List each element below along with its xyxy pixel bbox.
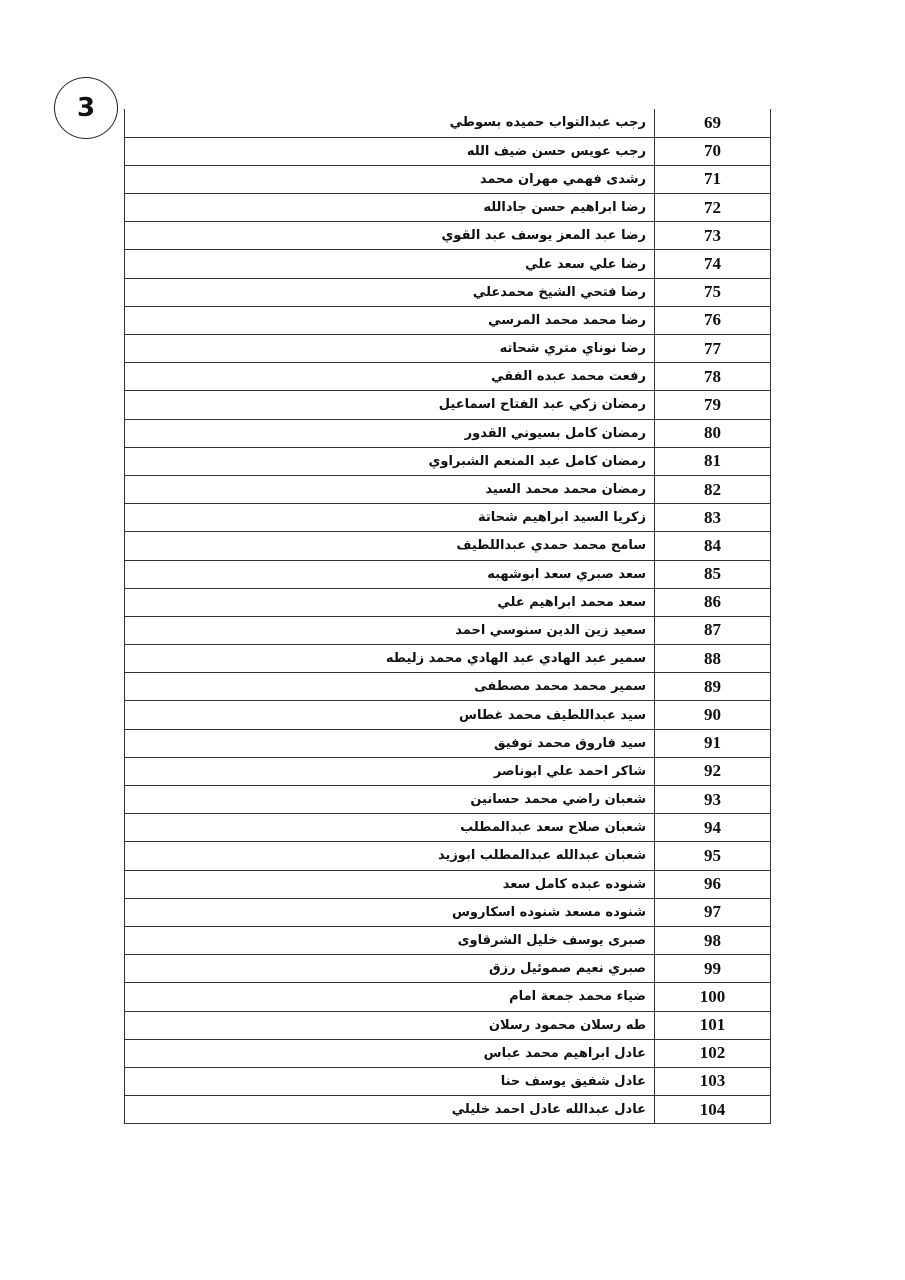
number-cell: 77 <box>655 335 771 363</box>
number-cell: 80 <box>655 419 771 447</box>
number-cell: 98 <box>655 926 771 954</box>
number-cell: 76 <box>655 306 771 334</box>
table-row <box>125 1096 771 1124</box>
table-row <box>125 588 771 616</box>
number-cell: 100 <box>655 983 771 1011</box>
number-cell: 79 <box>655 391 771 419</box>
table-row <box>125 419 771 447</box>
table-row <box>125 306 771 334</box>
name-cell: عادل شفيق يوسف حنا <box>125 1067 655 1095</box>
number-cell: 93 <box>655 786 771 814</box>
table-row <box>125 616 771 644</box>
number-cell: 86 <box>655 588 771 616</box>
number-cell: 74 <box>655 250 771 278</box>
name-cell: عادل عبدالله عادل احمد خليلي <box>125 1096 655 1124</box>
number-cell: 83 <box>655 504 771 532</box>
table-row <box>125 278 771 306</box>
name-cell: رمضان زكي عبد الفتاح اسماعيل <box>125 391 655 419</box>
table-row <box>125 194 771 222</box>
number-cell: 70 <box>655 137 771 165</box>
number-cell: 101 <box>655 1011 771 1039</box>
name-cell: رفعت محمد عبده الفقي <box>125 363 655 391</box>
table-row <box>125 983 771 1011</box>
names-table <box>124 109 771 1124</box>
table-row <box>125 447 771 475</box>
table-row <box>125 504 771 532</box>
table-row <box>125 165 771 193</box>
table-row <box>125 673 771 701</box>
number-cell: 81 <box>655 447 771 475</box>
table-row <box>125 560 771 588</box>
table-row <box>125 757 771 785</box>
name-cell: سامح محمد حمدي عبداللطيف <box>125 532 655 560</box>
number-cell: 91 <box>655 729 771 757</box>
number-cell: 95 <box>655 842 771 870</box>
name-cell: رضا محمد محمد المرسي <box>125 306 655 334</box>
name-cell: شنوده عبده كامل سعد <box>125 870 655 898</box>
table-row <box>125 870 771 898</box>
name-cell: رمضان محمد محمد السيد <box>125 475 655 503</box>
table-row <box>125 814 771 842</box>
table-row <box>125 391 771 419</box>
table-row <box>125 955 771 983</box>
name-cell: صبري نعيم صموئيل رزق <box>125 955 655 983</box>
number-cell: 94 <box>655 814 771 842</box>
number-cell: 102 <box>655 1039 771 1067</box>
number-cell: 97 <box>655 898 771 926</box>
name-cell: رجب عبدالتواب حميده بسوطي <box>125 109 655 137</box>
table-row <box>125 898 771 926</box>
name-cell: رضا ابراهيم حسن جادالله <box>125 194 655 222</box>
number-cell: 73 <box>655 222 771 250</box>
name-cell: شعبان عبدالله عبدالمطلب ابوزيد <box>125 842 655 870</box>
number-cell: 96 <box>655 870 771 898</box>
table-row <box>125 532 771 560</box>
name-cell: عادل ابراهيم محمد عباس <box>125 1039 655 1067</box>
number-cell: 88 <box>655 645 771 673</box>
table-row <box>125 137 771 165</box>
name-cell: سعد محمد ابراهيم علي <box>125 588 655 616</box>
table-row <box>125 926 771 954</box>
number-cell: 78 <box>655 363 771 391</box>
name-cell: شاكر احمد علي ابوناصر <box>125 757 655 785</box>
name-cell: سيد فاروق محمد توفيق <box>125 729 655 757</box>
number-cell: 69 <box>655 109 771 137</box>
name-cell: رشدى فهمي مهران محمد <box>125 165 655 193</box>
name-cell: سمير محمد محمد مصطفى <box>125 673 655 701</box>
number-cell: 89 <box>655 673 771 701</box>
name-cell: رجب عويس حسن ضيف الله <box>125 137 655 165</box>
number-cell: 103 <box>655 1067 771 1095</box>
table-row <box>125 729 771 757</box>
name-cell: رمضان كامل عبد المنعم الشبراوي <box>125 447 655 475</box>
number-cell: 75 <box>655 278 771 306</box>
number-cell: 71 <box>655 165 771 193</box>
number-cell: 87 <box>655 616 771 644</box>
name-cell: سمير عبد الهادي عبد الهادي محمد زليطه <box>125 645 655 673</box>
table-row <box>125 645 771 673</box>
table-row <box>125 335 771 363</box>
name-cell: شنوده مسعد شنوده اسكاروس <box>125 898 655 926</box>
page-number-badge: 3 <box>54 77 118 139</box>
table-row <box>125 363 771 391</box>
name-cell: سعد صبري سعد ابوشهبه <box>125 560 655 588</box>
name-cell: طه رسلان محمود رسلان <box>125 1011 655 1039</box>
table-row <box>125 1011 771 1039</box>
table-row <box>125 1067 771 1095</box>
table-row <box>125 250 771 278</box>
number-cell: 82 <box>655 475 771 503</box>
name-cell: سعيد زين الدين سنوسي احمد <box>125 616 655 644</box>
name-cell: رضا فتحي الشيخ محمدعلي <box>125 278 655 306</box>
name-cell: رمضان كامل بسيوني القدور <box>125 419 655 447</box>
table-row <box>125 701 771 729</box>
table-row <box>125 786 771 814</box>
name-cell: رضا علي سعد علي <box>125 250 655 278</box>
table-row <box>125 109 771 137</box>
table-row <box>125 475 771 503</box>
name-cell: شعبان راضي محمد حسانين <box>125 786 655 814</box>
name-cell: رضا عبد المعز يوسف عبد القوي <box>125 222 655 250</box>
number-cell: 85 <box>655 560 771 588</box>
number-cell: 84 <box>655 532 771 560</box>
name-cell: ضياء محمد جمعة امام <box>125 983 655 1011</box>
number-cell: 99 <box>655 955 771 983</box>
name-cell: زكريا السيد ابراهيم شحاتة <box>125 504 655 532</box>
name-cell: سيد عبداللطيف محمد غطاس <box>125 701 655 729</box>
number-cell: 92 <box>655 757 771 785</box>
name-cell: شعبان صلاح سعد عبدالمطلب <box>125 814 655 842</box>
table-row <box>125 1039 771 1067</box>
table-row <box>125 842 771 870</box>
table-row <box>125 222 771 250</box>
names-table-body <box>125 109 771 1124</box>
number-cell: 104 <box>655 1096 771 1124</box>
name-cell: رضا نوناي متري شحاته <box>125 335 655 363</box>
number-cell: 72 <box>655 194 771 222</box>
name-cell: صبرى يوسف خليل الشرقاوى <box>125 926 655 954</box>
number-cell: 90 <box>655 701 771 729</box>
